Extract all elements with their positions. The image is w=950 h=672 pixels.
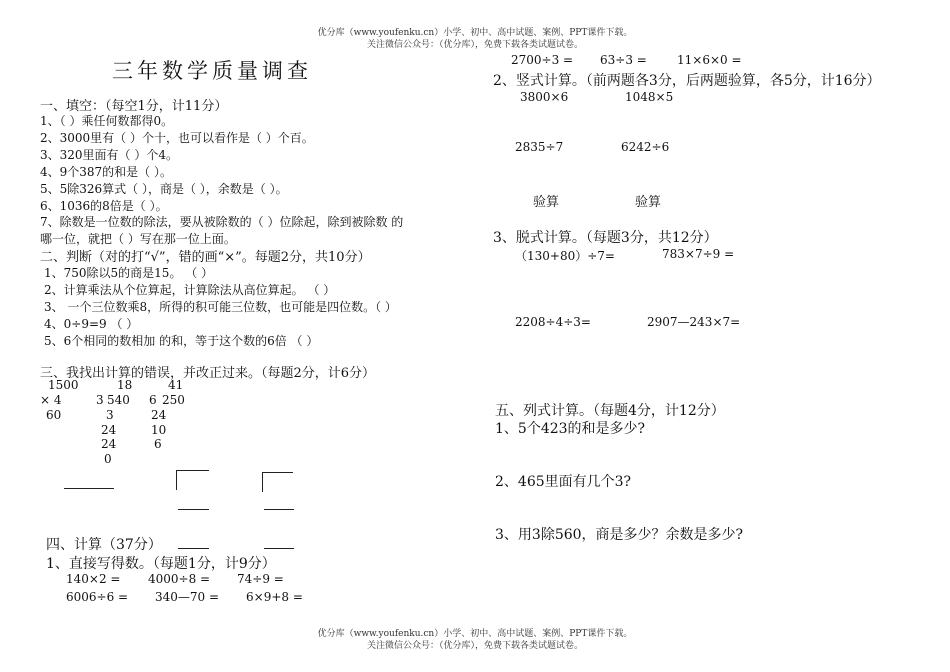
mental-calc: 6006÷6 = bbox=[66, 590, 129, 604]
div1-divisor: 3 bbox=[96, 393, 104, 407]
mental-calc: 340—70 = bbox=[155, 590, 220, 604]
div2-step: 24 bbox=[151, 408, 167, 422]
vertical-calc: 6242÷6 bbox=[621, 140, 670, 154]
mental-calc: 74÷9 = bbox=[237, 572, 284, 586]
section4-heading: 四、计算（37分） bbox=[46, 537, 162, 553]
div1-quotient: 18 bbox=[117, 378, 133, 392]
div1-step: 0 bbox=[104, 452, 112, 466]
section2-heading: 二、判断（对的打“√”，错的画“×”。每题2分，共10分） bbox=[40, 250, 371, 265]
correction-blank-line bbox=[264, 509, 294, 510]
mult-result: 60 bbox=[46, 408, 62, 422]
section2-item: 4、0÷9=9 （ ） bbox=[44, 317, 139, 331]
section1-heading: 一、填空：（每空1分，计11分） bbox=[40, 99, 228, 114]
section5-heading: 五、列式计算。（每题4分，计12分） bbox=[495, 403, 725, 419]
expression-calc: 783×7÷9 = bbox=[662, 247, 735, 261]
correction-blank-line bbox=[264, 548, 294, 549]
word-problem: 1、5个423的和是多少? bbox=[495, 421, 646, 437]
section2-item: 1、750除以5的商是15。 （ ） bbox=[44, 266, 214, 280]
div1-step: 24 bbox=[101, 437, 117, 451]
section4-sub1-heading: 1、直接写得数。（每题1分，计9分） bbox=[46, 556, 276, 572]
section2-item: 5、6个相同的数相加 的和，等于这个数的6倍 （ ） bbox=[44, 334, 319, 348]
division-bracket bbox=[176, 470, 209, 471]
division-bracket bbox=[176, 470, 177, 490]
mult-top: 1500 bbox=[48, 378, 79, 392]
section1-item: 6、1036的8倍是（ ）。 bbox=[40, 199, 168, 213]
div2-step: 10 bbox=[151, 423, 167, 437]
section1-item: 7、除数是一位数的除法，要从被除数的（ ）位除起，除到被除数 的 bbox=[40, 215, 404, 229]
section3-heading: 三、我找出计算的错误，并改正过来。（每题2分，计6分） bbox=[40, 366, 376, 381]
correction-blank-line bbox=[178, 548, 209, 549]
section4-sub2-heading: 2、竖式计算。（前两题各3分，后两题验算，各5分，计16分） bbox=[493, 73, 881, 89]
div2-quotient: 41 bbox=[168, 378, 184, 392]
mental-calc: 2700÷3 = bbox=[511, 53, 574, 67]
div1-step: 3 bbox=[106, 408, 114, 422]
div1-dividend: 540 bbox=[107, 393, 130, 407]
vertical-calc: 2835÷7 bbox=[515, 140, 564, 154]
header-line-1: 优分库（www.youfenku.cn）小学、初中、高中试题、案例、PPT课件下载。 bbox=[317, 28, 633, 38]
division-bracket bbox=[262, 472, 263, 492]
div2-dividend: 250 bbox=[162, 393, 185, 407]
correction-blank-line bbox=[178, 509, 209, 510]
section2-item: 2、计算乘法从个位算起，计算除法从高位算起。 （ ） bbox=[44, 283, 336, 297]
section1-item: 5、5除326算式（ ），商是（ ），余数是（ ）。 bbox=[40, 182, 288, 196]
section1-item: 2、3000里有（ ）个十，也可以看作是（ ）个百。 bbox=[40, 131, 314, 145]
check-label: 验算 bbox=[533, 195, 560, 210]
footer-line-2: 关注微信公众号：（优分库），免费下载各类试题试卷。 bbox=[366, 641, 583, 651]
div1-step: 24 bbox=[101, 423, 117, 437]
check-label: 验算 bbox=[635, 195, 662, 210]
div2-divisor: 6 bbox=[149, 393, 157, 407]
footer-line-1: 优分库（www.youfenku.cn）小学、初中、高中试题、案例、PPT课件下载。 bbox=[317, 629, 633, 639]
mental-calc: 4000÷8 = bbox=[148, 572, 211, 586]
mental-calc: 11×6×0 = bbox=[677, 53, 742, 67]
div2-step: 6 bbox=[154, 437, 162, 451]
section4-sub3-heading: 3、脱式计算。（每题3分，共12分） bbox=[493, 230, 718, 246]
section2-item: 3、 一个三位数乘8，所得的积可能三位数，也可能是四位数。（ ） bbox=[44, 300, 397, 314]
mult-operator: × 4 bbox=[40, 393, 62, 407]
header-line-2: 关注微信公众号：（优分库），免费下载各类试题试卷。 bbox=[366, 40, 583, 50]
mental-calc: 6×9+8 = bbox=[246, 590, 303, 604]
vertical-calc: 1048×5 bbox=[625, 90, 674, 104]
section1-item: 哪一位，就把（ ）写在那一位上面。 bbox=[40, 232, 236, 246]
section1-item: 3、320里面有（ ）个4。 bbox=[40, 148, 178, 162]
expression-calc: （130+80）÷7= bbox=[515, 249, 615, 263]
section1-item: 4、9个387的和是（ ）。 bbox=[40, 165, 172, 179]
mental-calc: 140×2 = bbox=[66, 572, 121, 586]
vertical-calc: 3800×6 bbox=[520, 90, 569, 104]
division-bracket bbox=[262, 472, 293, 473]
mental-calc: 63÷3 = bbox=[600, 53, 647, 67]
expression-calc: 2208÷4÷3= bbox=[515, 315, 591, 329]
word-problem: 2、465里面有几个3? bbox=[495, 474, 632, 490]
page-title: 三年数学质量调查 bbox=[112, 59, 312, 83]
correction-blank-line bbox=[64, 488, 114, 489]
expression-calc: 2907—243×7= bbox=[647, 315, 741, 329]
section1-item: 1、（ ）乘任何数都得0。 bbox=[40, 114, 174, 128]
word-problem: 3、用3除560，商是多少？余数是多少? bbox=[495, 527, 744, 543]
